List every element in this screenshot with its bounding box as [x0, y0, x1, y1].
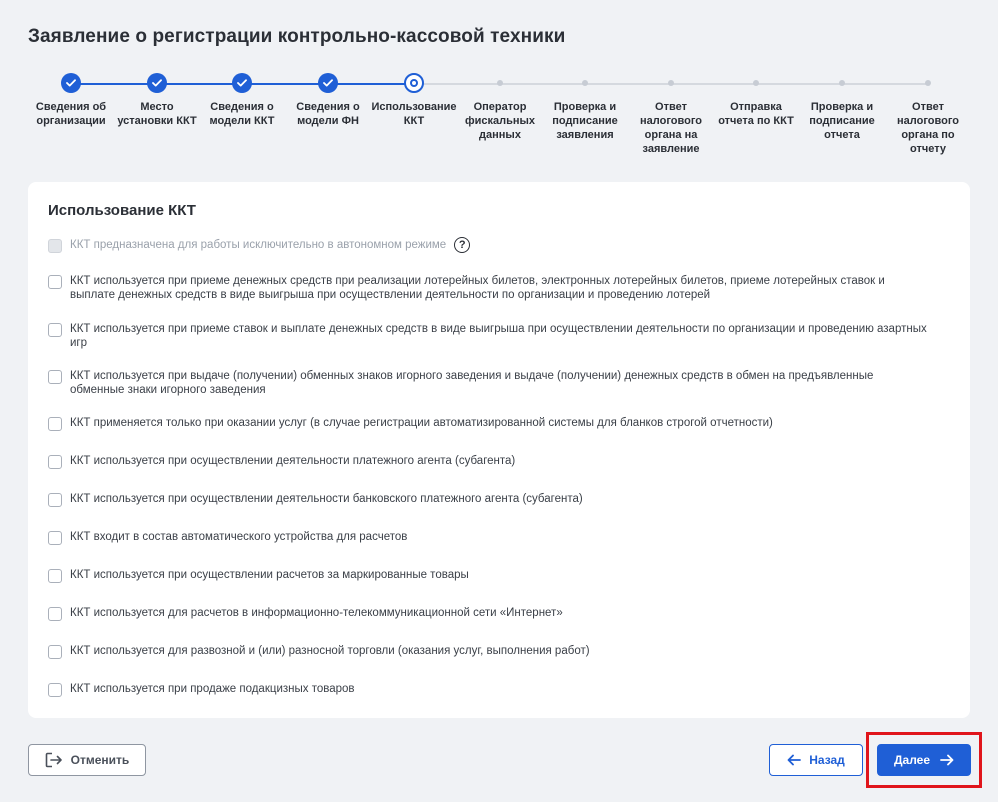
stepper-step[interactable] [199, 72, 285, 128]
pending-step-dot [497, 80, 503, 86]
usage-option-label: ККТ используется при осуществлении деятельности платежного агента (субагента) [70, 455, 516, 467]
usage-option[interactable] [48, 454, 928, 469]
stepper-step-label: Оператор фискальных данных [464, 101, 536, 141]
stepper-step-label: Ответ налогового органа на заявление [640, 101, 702, 155]
stepper-step [457, 72, 543, 142]
stepper-step [799, 72, 885, 142]
stepper-step[interactable] [371, 72, 457, 128]
next-button-highlight [866, 732, 982, 788]
pending-step-dot [839, 80, 845, 86]
page-title: Заявление о регистрации контрольно-кассовой техники [28, 26, 566, 47]
usage-option[interactable] [48, 644, 928, 659]
usage-option [48, 238, 928, 253]
section-title: Использование ККТ [48, 202, 196, 219]
usage-option[interactable] [48, 492, 928, 507]
usage-option-label: ККТ применяется только при оказании услуг (в случае регистрации автоматизированной системы для бланков строгой отчетности) [70, 417, 773, 429]
cancel-button-label: Отменить [70, 753, 130, 767]
stepper-step [713, 72, 799, 128]
stepper-step-label: Использование ККТ [371, 101, 457, 127]
stepper-step[interactable] [285, 72, 371, 128]
stepper-step [542, 72, 628, 142]
help-icon[interactable]: ? [454, 237, 470, 253]
usage-option[interactable] [48, 416, 928, 431]
usage-option-checkbox[interactable] [48, 370, 62, 384]
check-icon [147, 73, 167, 93]
pending-step-dot [582, 80, 588, 86]
current-step-icon [404, 73, 424, 93]
usage-option-label: ККТ используется для расчетов в информационно-телекоммуникационной сети «Интернет» [70, 607, 563, 619]
usage-option-checkbox[interactable] [48, 493, 62, 507]
usage-option-checkbox [48, 239, 62, 253]
stepper-step[interactable] [28, 72, 114, 128]
usage-option-label: ККТ входит в состав автоматического устройства для расчетов [70, 531, 408, 543]
check-icon [61, 73, 81, 93]
usage-option-label: ККТ предназначена для работы исключительно в автономном режиме [70, 239, 447, 251]
check-icon [318, 73, 338, 93]
usage-card [28, 182, 970, 718]
usage-option-checkbox[interactable] [48, 417, 62, 431]
cancel-button[interactable] [28, 744, 146, 776]
usage-option-label: ККТ используется при приеме ставок и выплате денежных средств в виде выигрыша при осуществлении деятельности по организации и проведению азартных игр [70, 323, 927, 349]
check-icon [232, 73, 252, 93]
usage-option-label: ККТ используется при осуществлении расчетов за маркированные товары [70, 569, 469, 581]
stepper-step [885, 72, 971, 156]
back-button-label: Назад [809, 753, 845, 767]
usage-option[interactable] [48, 606, 928, 621]
usage-option[interactable] [48, 369, 928, 397]
usage-option-label: ККТ используется при выдаче (получении) обменных знаков игорного заведения и выдаче (получении) денежных средств в обмен на предъявленные обменные знаки игорного заведения [70, 370, 874, 396]
pending-step-dot [753, 80, 759, 86]
stepper-step-label: Отправка отчета по ККТ [718, 101, 794, 127]
back-button[interactable] [769, 744, 863, 776]
stepper-step-label: Место установки ККТ [117, 101, 197, 127]
pending-step-dot [925, 80, 931, 86]
usage-option-checkbox[interactable] [48, 323, 62, 337]
usage-option-label: ККТ используется при приеме денежных средств при реализации лотерейных билетов, электронных лотерейных билетов, приеме лотерейных ставок и выплате денежных средств в виде выигрыша при осуществлении деятельности по организации и проведению лотерей [70, 275, 885, 301]
stepper-step-label: Ответ налогового органа по отчету [897, 101, 959, 155]
usage-option[interactable] [48, 682, 928, 697]
next-button-label: Далее [893, 753, 931, 767]
usage-option-label: ККТ используется для развозной и (или) разносной торговли (оказания услуг, выполнения работ) [70, 645, 590, 657]
usage-option[interactable] [48, 568, 928, 583]
arrow-left-icon [787, 754, 801, 766]
usage-option-checkbox[interactable] [48, 645, 62, 659]
pending-step-dot [668, 80, 674, 86]
usage-option-checkbox[interactable] [48, 455, 62, 469]
stepper-step-label: Сведения об организации [35, 101, 107, 127]
stepper-step [628, 72, 714, 156]
stepper-step-label: Сведения о модели ККТ [209, 101, 275, 127]
usage-option[interactable] [48, 322, 928, 350]
usage-option-label: ККТ используется при осуществлении деятельности банковского платежного агента (субагента) [70, 493, 583, 505]
progress-stepper [28, 72, 970, 172]
stepper-step[interactable] [114, 72, 200, 128]
usage-option-checkbox[interactable] [48, 607, 62, 621]
usage-option[interactable] [48, 274, 928, 302]
stepper-step-label: Проверка и подписание отчета [809, 101, 875, 141]
usage-option-label: ККТ используется при продаже подакцизных товаров [70, 683, 355, 695]
stepper-step-label: Проверка и подписание заявления [552, 101, 618, 141]
usage-option[interactable] [48, 530, 928, 545]
usage-option-checkbox[interactable] [48, 275, 62, 289]
exit-icon [45, 752, 63, 768]
usage-option-checkbox[interactable] [48, 531, 62, 545]
usage-option-checkbox[interactable] [48, 569, 62, 583]
stepper-step-label: Сведения о модели ФН [296, 101, 360, 127]
usage-option-checkbox[interactable] [48, 683, 62, 697]
